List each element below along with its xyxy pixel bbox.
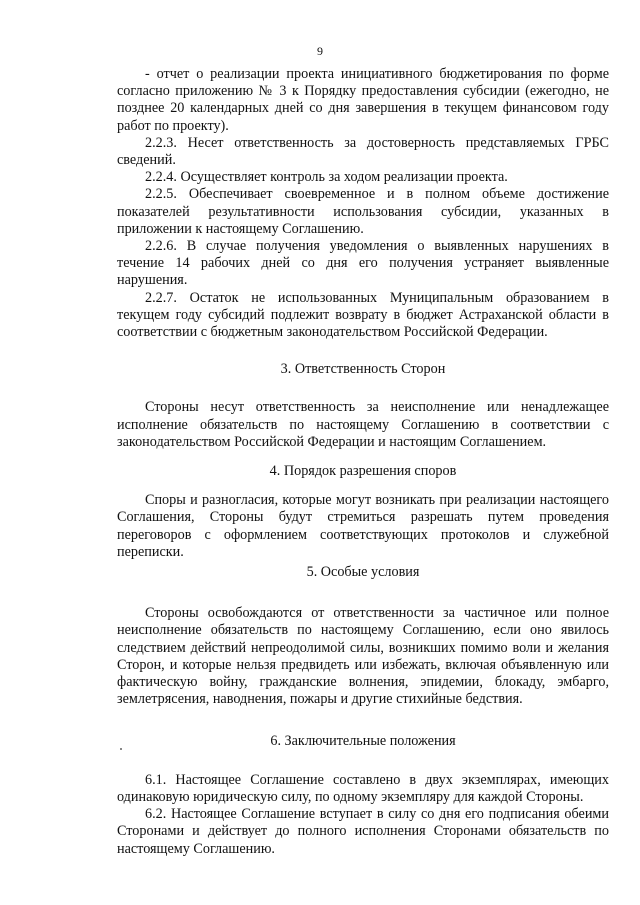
paragraph-6-1: 6.1. Настоящее Соглашение составлено в двух экземплярах, имеющих одинаковую юридическую силу, по одному экземпляру для каждой Стороны. [117, 771, 609, 805]
paragraph-2-2-7: 2.2.7. Остаток не использованных Муниципальным образованием в текущем году субсидий подлежит возврату в бюджет Астраханской области в соответствии с бюджетным законодательством Российской Федерации. [117, 289, 609, 341]
paragraph-report: - отчет о реализации проекта инициативного бюджетирования по форме согласно приложению № 3 к Порядку предоставления субсидии (ежегодно, не позднее 20 календарных дней со дня завершения в текущем финансовом году работ по проекту). [117, 66, 609, 134]
section-5-heading: 5. Особые условия [306, 564, 420, 581]
section-5-text: Стороны освобождаются от ответственности за частичное или полное неисполнение обязательств по настоящему Соглашению, если оно явилось следствием действий непреодолимой силы, возникших помимо воли и желания Сторон, и которые нельзя предвидеть или избежать, включая объявленную или фактическую войну, гражданские волнения, эпидемии, блокаду, эмбарго, землетрясения, наводнения, пожары и другие стихийные бедствия. [117, 605, 609, 708]
section-3-text: Стороны несут ответственность за неисполнение или ненадлежащее исполнение обязательств по настоящему Соглашению в соответствии с законодательством Российской Федерации и настоящим Соглашением. [117, 399, 609, 450]
document-body [117, 66, 609, 858]
section-6-heading: 6. Заключительные положения [270, 732, 456, 749]
paragraph-6-2: 6.2. Настоящее Соглашение вступает в силу со дня его подписания обеими Сторонами и действует до полного исполнения Сторонами обязательств по настоящему Соглашению. [117, 806, 609, 857]
section-4-text: Споры и разногласия, которые могут возникать при реализации настоящего Соглашения, Стороны будут стремиться разрешать путем проведения переговоров с оформлением соответствующих протоколов и служебной переписки. [117, 492, 609, 560]
paragraph-2-2-5: 2.2.5. Обеспечивает своевременное и в полном объеме достижение показателей результативности использования субсидии, указанных в приложении к настоящему Соглашению. [117, 186, 609, 237]
scan-speck [120, 748, 122, 750]
paragraph-2-2-6: 2.2.6. В случае получения уведомления о выявленных нарушениях в течение 14 рабочих дней со дня его получения устраняет выявленные нарушения. [117, 238, 609, 289]
paragraph-2-2-4: 2.2.4. Осуществляет контроль за ходом реализации проекта. [145, 169, 508, 186]
page-number: 9 [317, 44, 323, 58]
section-3-heading: 3. Ответственность Сторон [280, 361, 446, 378]
paragraph-2-2-3: 2.2.3. Несет ответственность за достоверность представляемых ГРБС сведений. [117, 134, 609, 169]
section-4-heading: 4. Порядок разрешения споров [269, 463, 457, 480]
